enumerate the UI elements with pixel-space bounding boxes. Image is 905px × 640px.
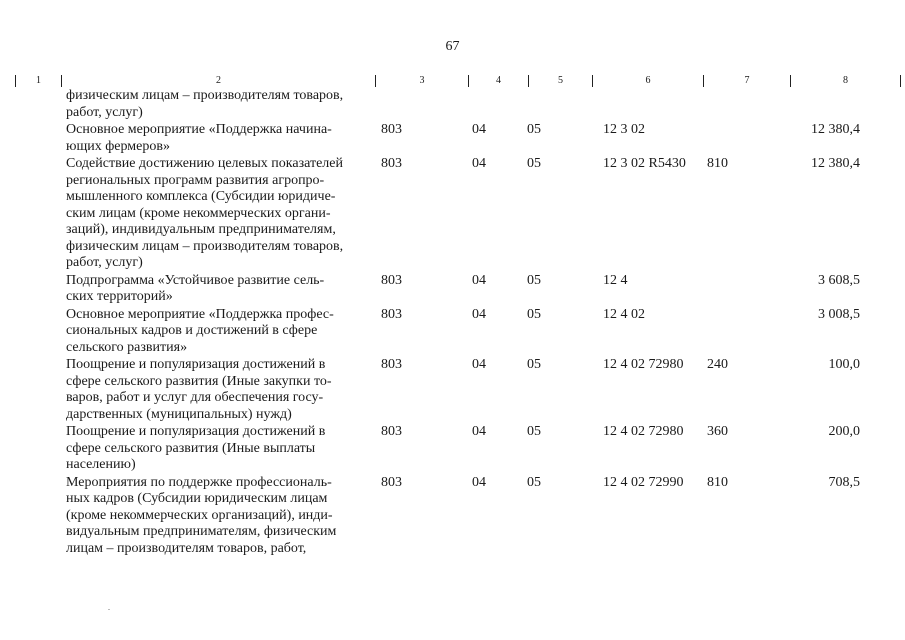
row-podrazdel: 05 <box>527 357 541 372</box>
header-col-2: 2 <box>61 75 375 87</box>
table-row <box>0 88 905 121</box>
row-grbs: 803 <box>381 357 402 372</box>
row-razdel: 04 <box>472 357 486 372</box>
row-vr: 810 <box>707 156 728 171</box>
row-razdel: 04 <box>472 474 486 490</box>
scan-speck <box>108 609 110 610</box>
row-name: Мероприятия по поддержке профессиональ- ных кадров (Субсидии юридическим лицам (кроме некоммерческих организаций), инди- видуальным предпринимателям, физическим лицам – производителям товаров, работ, <box>66 474 337 556</box>
row-vr: 360 <box>707 424 728 439</box>
row-name: Основное мероприятие «Поддержка начина- ющих фермеров» <box>66 122 332 154</box>
table-row <box>0 424 905 474</box>
row-csr: 12 3 02 <box>603 122 645 137</box>
header-col-1: 1 <box>15 75 61 87</box>
row-sum: 3 008,5 <box>818 306 860 322</box>
row-csr: 12 4 02 72980 <box>603 357 684 372</box>
table-row <box>0 357 905 423</box>
header-col-4: 4 <box>468 75 528 87</box>
row-podrazdel: 05 <box>527 122 541 137</box>
table-row <box>0 122 905 155</box>
row-csr: 12 4 02 72990 <box>603 474 684 490</box>
row-grbs: 803 <box>381 156 402 171</box>
table-row <box>0 273 905 306</box>
header-col-6: 6 <box>592 75 703 87</box>
header-col-3: 3 <box>375 75 468 87</box>
row-grbs: 803 <box>381 474 402 490</box>
row-grbs: 803 <box>381 306 402 322</box>
row-sum: 3 608,5 <box>818 272 860 288</box>
row-razdel: 04 <box>472 156 486 171</box>
budget-table-body <box>0 88 905 557</box>
header-col-7: 7 <box>703 75 790 87</box>
row-grbs: 803 <box>381 122 402 137</box>
row-name: Поощрение и популяризация достижений в сфере сельского развития (Иные закупки то- варов, работ и услуг для обеспечения госу- дарственных (муниципальных) нужд) <box>66 357 332 422</box>
header-col-8: 8 <box>790 75 901 87</box>
row-podrazdel: 05 <box>527 156 541 171</box>
row-csr: 12 4 02 72980 <box>603 424 684 439</box>
row-razdel: 04 <box>472 306 486 322</box>
row-sum: 708,5 <box>828 474 860 490</box>
row-name: физическим лицам – производителям товаров, работ, услуг) <box>66 88 344 120</box>
row-csr: 12 4 <box>603 272 628 288</box>
row-sum: 12 380,4 <box>811 156 860 171</box>
row-name: Основное мероприятие «Поддержка профес- сиональных кадров и достижений в сфере сельского развития» <box>66 306 334 355</box>
row-sum: 12 380,4 <box>811 122 860 137</box>
row-csr: 12 4 02 <box>603 306 645 322</box>
row-podrazdel: 05 <box>527 474 541 490</box>
page-number: 67 <box>445 39 460 54</box>
row-podrazdel: 05 <box>527 272 541 288</box>
row-razdel: 04 <box>472 424 486 439</box>
row-razdel: 04 <box>472 272 486 288</box>
row-name: Содействие достижению целевых показателей региональных программ развития агропро- мышленного комплекса (Субсидии юридиче- ским лицам (кроме некоммерческих органи- заций), индивидуальным предпринимателям, физическим лицам – производителям товаров, работ, услуг) <box>66 156 344 270</box>
table-row <box>0 475 905 558</box>
row-grbs: 803 <box>381 272 402 288</box>
row-name: Поощрение и популяризация достижений в сфере сельского развития (Иные выплаты населению) <box>66 424 326 472</box>
row-sum: 200,0 <box>828 424 860 439</box>
header-col-5: 5 <box>528 75 592 87</box>
row-podrazdel: 05 <box>527 424 541 439</box>
row-csr: 12 3 02 R5430 <box>603 156 686 171</box>
row-grbs: 803 <box>381 424 402 439</box>
row-vr: 240 <box>707 357 728 372</box>
row-vr: 810 <box>707 474 728 490</box>
row-sum: 100,0 <box>828 357 860 372</box>
row-podrazdel: 05 <box>527 306 541 322</box>
table-row <box>0 307 905 357</box>
table-row <box>0 156 905 272</box>
row-name: Подпрограмма «Устойчивое развитие сель- ских территорий» <box>66 272 325 304</box>
row-razdel: 04 <box>472 122 486 137</box>
